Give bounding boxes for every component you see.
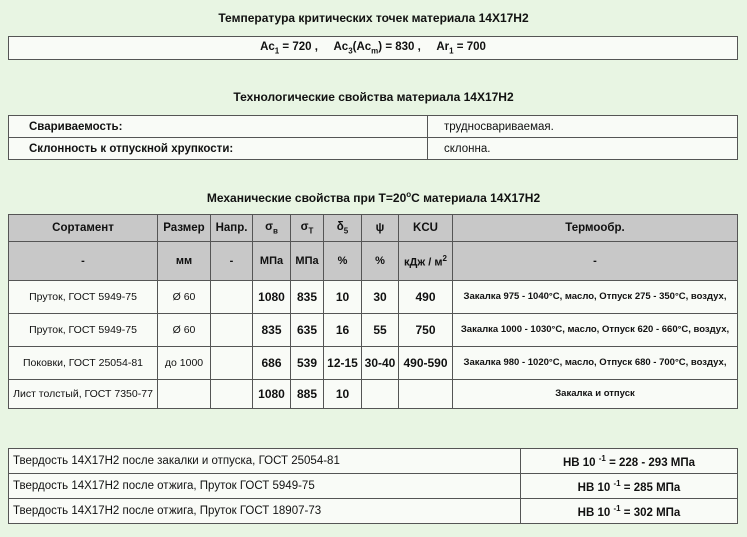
- cell-sigma-v: 835: [253, 314, 291, 347]
- tech-title: Технологические свойства материала 14Х17Н2: [233, 90, 514, 104]
- cell-sigma-v: 686: [253, 347, 291, 380]
- hardness-value: HB 10 $^{-1}$ = 228 - 293 МПа: [521, 449, 738, 474]
- cell-sortament: Пруток, ГОСТ 5949-75: [9, 281, 158, 314]
- cell-sortament: Пруток, ГОСТ 5949-75: [9, 314, 158, 347]
- hardness-key: Твердость 14Х17Н2 после закалки и отпуска, ГОСТ 25054-81: [9, 449, 521, 474]
- tech-key: Свариваемость:: [9, 116, 428, 138]
- cell-kcu: [399, 380, 453, 409]
- table-row: [9, 314, 738, 347]
- cell-napr: [211, 314, 253, 347]
- cell-kcu: 490-590: [399, 347, 453, 380]
- unit-cell: -: [211, 242, 253, 281]
- unit-cell: %: [324, 242, 362, 281]
- cell-psi: 30: [362, 281, 399, 314]
- cell-delta: 12-15: [324, 347, 362, 380]
- hardness-table: [8, 448, 738, 524]
- table-row: [9, 499, 738, 524]
- mech-title: Механические свойства при $Т=20^oС$ материала 14Х17Н2: [206, 190, 541, 205]
- unit-cell: -: [453, 242, 738, 281]
- cell-sortament: Поковки, ГОСТ 25054-81: [9, 347, 158, 380]
- table-row: [9, 380, 738, 409]
- hardness-key: Твердость 14Х17Н2 после отжига, Пруток ГОСТ 5949-75: [9, 474, 521, 499]
- cell-psi: 55: [362, 314, 399, 347]
- ac1: $Ac_1 = 720$ ,: [260, 40, 318, 56]
- mechanical-properties-table: [8, 214, 738, 409]
- col-kcu: KCU: [399, 215, 453, 242]
- cell-delta: 16: [324, 314, 362, 347]
- cell-napr: [211, 281, 253, 314]
- crit-title: Температура критических точек материала 14Х17Н2: [218, 11, 529, 25]
- header-row: [9, 215, 738, 242]
- col-razmer: Размер: [158, 215, 211, 242]
- cell-napr: [211, 347, 253, 380]
- cell-sigma-t: 835: [291, 281, 324, 314]
- cell-napr: [211, 380, 253, 409]
- cell-sigma-t: 539: [291, 347, 324, 380]
- critical-points-table: [8, 36, 738, 60]
- cell-sigma-t: 635: [291, 314, 324, 347]
- hardness-key: Твердость 14Х17Н2 после отжига, Пруток ГОСТ 18907-73: [9, 499, 521, 524]
- tech-properties-table: [8, 115, 738, 160]
- table-row: [9, 449, 738, 474]
- table-row: [9, 116, 738, 138]
- cell-sortament: Лист толстый, ГОСТ 7350-77: [9, 380, 158, 409]
- tech-value: трудносвариваемая.: [428, 116, 738, 138]
- cell-kcu: 750: [399, 314, 453, 347]
- cell-psi: 30-40: [362, 347, 399, 380]
- cell-therm: Закалка и отпуск: [453, 380, 738, 409]
- table-row: [9, 474, 738, 499]
- unit-cell: кДж / $м^2$: [399, 242, 453, 281]
- unit-cell: МПа: [253, 242, 291, 281]
- tech-key: Склонность к отпускной хрупкости:: [9, 138, 428, 160]
- col-sortament: Сортамент: [9, 215, 158, 242]
- unit-cell: %: [362, 242, 399, 281]
- critical-points-cell: [9, 37, 738, 60]
- cell-sigma-t: 885: [291, 380, 324, 409]
- cell-razmer: [158, 380, 211, 409]
- cell-psi: [362, 380, 399, 409]
- col-therm: Термообр.: [453, 215, 738, 242]
- col-sigma-t: $\sigma_T$: [291, 215, 324, 242]
- cell-razmer: до 1000: [158, 347, 211, 380]
- col-sigma-v: $\sigma_в$: [253, 215, 291, 242]
- cell-kcu: 490: [399, 281, 453, 314]
- cell-therm: Закалка 1000 - 1030°С, масло, Отпуск 620 - 660°С, воздух,: [453, 314, 738, 347]
- tech-value: склонна.: [428, 138, 738, 160]
- col-delta: $\delta_5$: [324, 215, 362, 242]
- cell-delta: 10: [324, 380, 362, 409]
- unit-cell: -: [9, 242, 158, 281]
- unit-cell: мм: [158, 242, 211, 281]
- cell-therm: Закалка 980 - 1020°С, масло, Отпуск 680 - 700°С, воздух,: [453, 347, 738, 380]
- ac3: $Ac_3(Ac_m) = 830$ ,: [333, 40, 421, 56]
- hardness-value: HB 10 $^{-1}$ = 302 МПа: [521, 499, 738, 524]
- col-psi: ψ: [362, 215, 399, 242]
- units-row: [9, 242, 738, 281]
- unit-cell: МПа: [291, 242, 324, 281]
- col-napr: Напр.: [211, 215, 253, 242]
- table-row: [9, 138, 738, 160]
- ar1: $Ar_1 = 700$: [436, 40, 486, 56]
- cell-razmer: Ø 60: [158, 314, 211, 347]
- cell-razmer: Ø 60: [158, 281, 211, 314]
- cell-therm: Закалка 975 - 1040°С, масло, Отпуск 275 - 350°С, воздух,: [453, 281, 738, 314]
- table-row: [9, 347, 738, 380]
- cell-sigma-v: 1080: [253, 380, 291, 409]
- hardness-value: HB 10 $^{-1}$ = 285 МПа: [521, 474, 738, 499]
- table-row: [9, 281, 738, 314]
- cell-sigma-v: 1080: [253, 281, 291, 314]
- cell-delta: 10: [324, 281, 362, 314]
